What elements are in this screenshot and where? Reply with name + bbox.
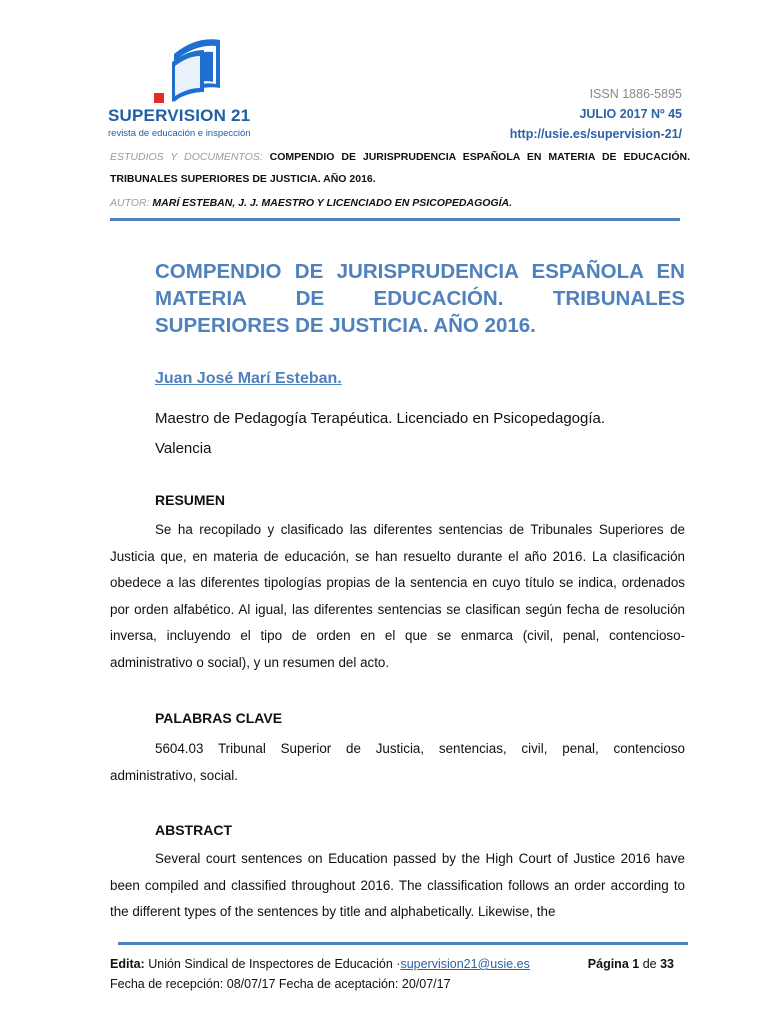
issn: ISSN 1886-5895 [589, 87, 682, 101]
abstract-text: Several court sentences on Education passed by the High Court of Justice 2016 have been compiled and classified throughout 2016. The classification follows an order according to the different types of the sentences by title and alphabetically. Likewise, the [110, 851, 685, 920]
author-header-value: MARÍ ESTEBAN, J. J. MAESTRO Y LICENCIADO EN PSICOPEDAGOGÍA. [152, 197, 512, 209]
resumen-heading: RESUMEN [155, 492, 226, 508]
affiliation-location: Valencia [155, 440, 212, 457]
edita-label: Edita: [110, 957, 145, 971]
page-current: 1 [632, 957, 640, 971]
keywords-text: 5604.03 Tribunal Superior de Justicia, sentencias, civil, penal, contencioso administrativo, social. [110, 741, 685, 783]
section-label: ESTUDIOS Y DOCUMENTOS: [110, 151, 263, 163]
abstract-heading: ABSTRACT [155, 822, 232, 838]
book-logo-icon [108, 36, 238, 108]
journal-logo [108, 36, 251, 139]
article-title: COMPENDIO DE JURISPRUDENCIA ESPAÑOLA EN MATERIA DE EDUCACIÓN. TRIBUNALES SUPERIORES DE JUSTICIA. AÑO 2016. [155, 260, 685, 337]
page-label: Página [587, 957, 629, 971]
affiliation-text: Maestro de Pedagogía Terapéutica. Licenciado en Psicopedagogía. [155, 410, 606, 427]
resumen-text: Se ha recopilado y clasificado las diferentes sentencias de Tribunales Superiores de Justicia que, en materia de educación, se han resuelto durante el año 2016. La clasificación obedece a las diferentes tipologías propias de la sentencia en cuyo título se indica, ordenados por orden alfabético. Al igual, las diferentes sentencias se clasifican según fecha de resolución inversa, incluyendo el tipo de orden en el que se enmarca (civil, penal, contencioso-administrativo o social), y un resumen del acto. [110, 522, 685, 670]
footer-dates: Fecha de recepción: 08/07/17 Fecha de aceptación: 20/07/17 [110, 977, 451, 991]
page-of: de [642, 957, 657, 971]
keywords-heading: PALABRAS CLAVE [155, 710, 283, 726]
issue-date: JULIO 2017 Nº 45 [579, 107, 682, 121]
journal-url[interactable]: http://usie.es/supervision-21/ [509, 127, 682, 141]
section-header [110, 146, 690, 190]
journal-meta [510, 84, 682, 144]
bottom-divider [118, 942, 688, 945]
author-name[interactable]: Juan José Marí Esteban. [155, 370, 342, 387]
page-number [588, 954, 674, 974]
author-affiliation [155, 404, 695, 464]
page-footer [110, 954, 690, 994]
author-header [110, 192, 690, 214]
edita-text: Unión Sindical de Inspectores de Educación · [148, 957, 401, 971]
top-divider [110, 218, 680, 221]
email-link[interactable]: supervision21@usie.es [400, 957, 530, 971]
section-value: COMPENDIO DE JURISPRUDENCIA ESPAÑOLA EN MATERIA DE EDUCACIÓN. TRIBUNALES SUPERIORES DE JUSTICIA. AÑO 2016. [110, 151, 690, 185]
page-total: 33 [660, 957, 674, 971]
author-header-label: AUTOR: [110, 197, 150, 209]
logo-tagline: revista de educación e inspección [108, 128, 251, 139]
logo-name: SUPERVISION 21 [108, 106, 251, 125]
